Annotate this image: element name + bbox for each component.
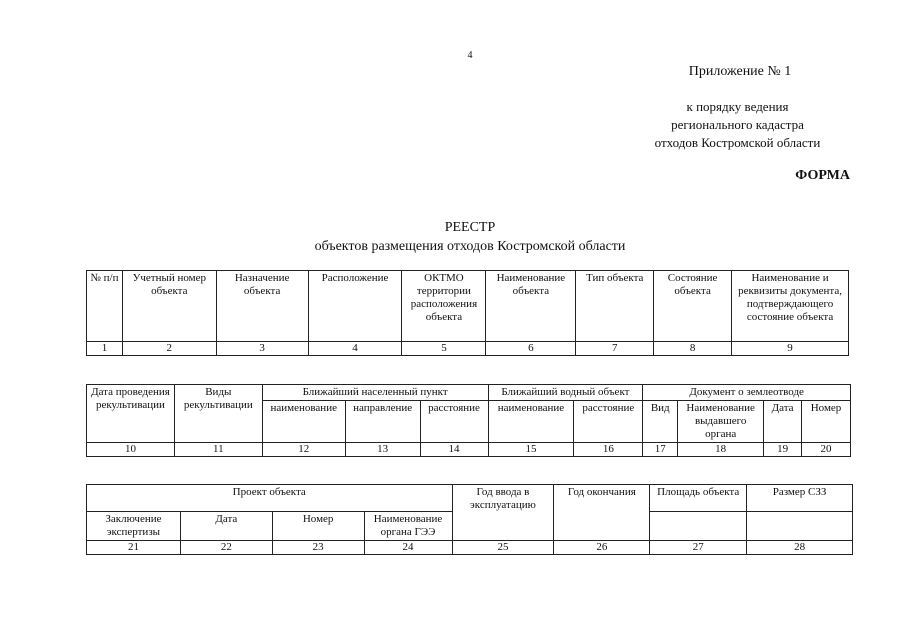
empty-cell [650, 512, 747, 541]
table-header-row [87, 485, 853, 512]
column-number: 20 [802, 443, 851, 457]
column-number: 28 [747, 541, 853, 555]
subheader-cell: направление [345, 401, 420, 443]
register-subtitle: объектов размещения отходов Костромской области [314, 239, 626, 254]
header-group-cell: Ближайший населенный пункт [262, 385, 488, 401]
column-number: 3 [216, 342, 308, 356]
column-number-row [87, 541, 853, 555]
header-cell: Наименование и реквизиты документа, подтверждающего состояние объекта [732, 271, 849, 342]
appendix-line: отходов Костромской области [654, 135, 821, 150]
column-number: 9 [732, 342, 849, 356]
subheader-cell: наименование [262, 401, 345, 443]
header-group-cell: Проект объекта [87, 485, 453, 512]
header-cell: № п/п [87, 271, 123, 342]
column-number: 12 [262, 443, 345, 457]
table-header-row [87, 385, 851, 401]
column-number: 11 [174, 443, 262, 457]
header-cell: Размер СЗЗ [747, 485, 853, 512]
subheader-cell: Наименование органа ГЭЭ [364, 512, 452, 541]
subheader-cell: Дата [180, 512, 272, 541]
column-number: 19 [764, 443, 802, 457]
subheader-cell: наименование [488, 401, 574, 443]
column-number: 4 [308, 342, 402, 356]
column-number-row [87, 342, 849, 356]
register-table-3 [86, 484, 853, 555]
header-cell: Состояние объекта [654, 271, 732, 342]
column-number-row [87, 443, 851, 457]
column-number: 22 [180, 541, 272, 555]
appendix-line: регионального кадастра [671, 117, 804, 132]
column-number: 5 [402, 342, 486, 356]
column-number: 21 [87, 541, 181, 555]
column-number: 13 [345, 443, 420, 457]
column-number: 7 [576, 342, 654, 356]
column-number: 27 [650, 541, 747, 555]
column-number: 1 [87, 342, 123, 356]
header-cell: ОКТМО территории расположения объекта [402, 271, 486, 342]
subheader-cell: Номер [272, 512, 364, 541]
column-number: 2 [122, 342, 216, 356]
column-number: 26 [554, 541, 650, 555]
header-cell: Расположение [308, 271, 402, 342]
header-cell: Учетный номер объекта [122, 271, 216, 342]
column-number: 16 [574, 443, 643, 457]
register-title: РЕЕСТР [444, 220, 496, 235]
subheader-cell: Наименование выдавшего органа [678, 401, 764, 443]
subheader-cell: расстояние [574, 401, 643, 443]
header-cell: Дата проведения рекультивации [87, 385, 175, 443]
subheader-cell: Вид [643, 401, 678, 443]
column-number: 10 [87, 443, 175, 457]
subheader-cell: Номер [802, 401, 851, 443]
subheader-cell: расстояние [420, 401, 488, 443]
column-number: 17 [643, 443, 678, 457]
header-cell: Наименование объекта [486, 271, 576, 342]
column-number: 18 [678, 443, 764, 457]
column-number: 15 [488, 443, 574, 457]
empty-cell [747, 512, 853, 541]
header-cell: Назначение объекта [216, 271, 308, 342]
register-heading [290, 218, 650, 256]
column-number: 8 [654, 342, 732, 356]
header-cell: Год ввода в эксплуатацию [452, 485, 554, 541]
column-number: 24 [364, 541, 452, 555]
header-cell: Площадь объекта [650, 485, 747, 512]
header-cell: Виды рекультивации [174, 385, 262, 443]
header-group-cell: Ближайший водный объект [488, 385, 643, 401]
form-label: ФОРМА [795, 168, 850, 183]
header-cell: Год окончания [554, 485, 650, 541]
register-table-1 [86, 270, 849, 356]
register-table-2 [86, 384, 851, 457]
appendix-line: к порядку ведения [686, 99, 789, 114]
column-number: 23 [272, 541, 364, 555]
page-number: 4 [467, 50, 473, 61]
header-group-cell: Документ о землеотводе [643, 385, 851, 401]
header-cell: Тип объекта [576, 271, 654, 342]
column-number: 6 [486, 342, 576, 356]
subheader-cell: Заключение экспертизы [87, 512, 181, 541]
subheader-cell: Дата [764, 401, 802, 443]
column-number: 14 [420, 443, 488, 457]
column-number: 25 [452, 541, 554, 555]
appendix-title: Приложение № 1 [688, 64, 792, 79]
appendix-subtitle [630, 98, 845, 152]
table-header-row [87, 271, 849, 342]
